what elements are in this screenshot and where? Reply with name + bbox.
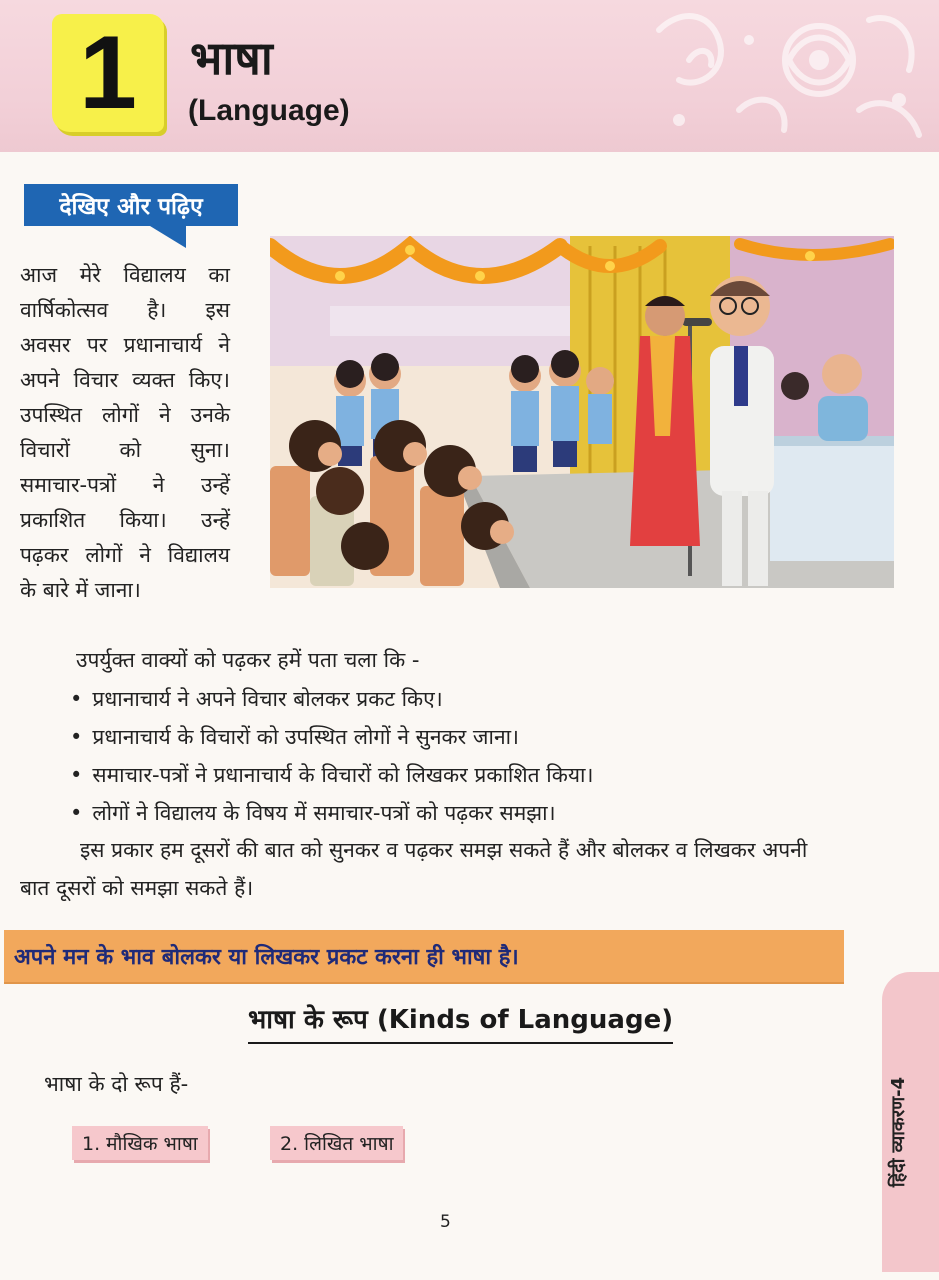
floral-pattern-icon (619, 0, 939, 150)
section-tag: देखिए और पढ़िए (24, 184, 238, 226)
list-item: • समाचार-पत्रों ने प्रधानाचार्य के विचारों को लिखकर प्रकाशित किया। (70, 756, 593, 794)
lead-sentence: उपर्युक्त वाक्यों को पढ़कर हमें पता चला कि - (76, 648, 420, 672)
summary-line-1: इस प्रकार हम दूसरों की बात को सुनकर व पढ़कर समझ सकते हैं और बोलकर व लिखकर अपनी (80, 838, 808, 862)
kinds-intro: भाषा के दो रूप हैं- (44, 1072, 189, 1096)
list-item: • लोगों ने विद्यालय के विषय में समाचार-पत्रों को पढ़कर समझा। (70, 794, 593, 832)
kind-oral: 1. मौखिक भाषा (72, 1126, 208, 1160)
bullet-list (70, 680, 593, 832)
intro-line: अपने विचार व्यक्त किए। (20, 368, 230, 392)
section-tag-tail (150, 226, 186, 248)
definition-bar (4, 930, 844, 982)
intro-line: अवसर पर प्रधानाचार्य ने (20, 333, 230, 357)
chapter-number: 1 (79, 15, 137, 131)
chapter-title: भाषा (190, 31, 273, 85)
summary-line-2: बात दूसरों को समझा सकते हैं। (20, 876, 254, 900)
side-tab-label: हिंदी व्याकरण-4 (888, 1076, 909, 1188)
intro-line: वार्षिकोत्सव है। इस (20, 298, 230, 322)
kind-written: 2. लिखित भाषा (270, 1126, 403, 1160)
annual-function-illustration (270, 236, 894, 588)
chapter-subtitle: (Language) (188, 94, 350, 127)
intro-line: पढ़कर लोगों ने विद्यालय (20, 543, 230, 567)
intro-line: समाचार-पत्रों ने उन्हें (20, 473, 230, 497)
list-item: • प्रधानाचार्य के विचारों को उपस्थित लोगों ने सुनकर जाना। (70, 718, 593, 756)
intro-line: के बारे में जाना। (20, 578, 141, 602)
chapter-header (0, 0, 939, 152)
intro-line: आज मेरे विद्यालय का (20, 263, 230, 287)
chapter-number-badge (52, 14, 164, 132)
intro-line: उपस्थित लोगों ने उनके (20, 403, 230, 427)
list-item: • प्रधानाचार्य ने अपने विचार बोलकर प्रकट किए। (70, 680, 593, 718)
intro-line: प्रकाशित किया। उन्हें (20, 508, 230, 532)
page-number: 5 (440, 1212, 451, 1232)
intro-paragraph (20, 258, 230, 608)
kinds-heading: भाषा के रूप (Kinds of Language) (248, 1000, 673, 1044)
intro-line: विचारों को सुना। (20, 438, 230, 462)
definition-text: अपने मन के भाव बोलकर या लिखकर प्रकट करना ही भाषा है। (14, 945, 519, 970)
